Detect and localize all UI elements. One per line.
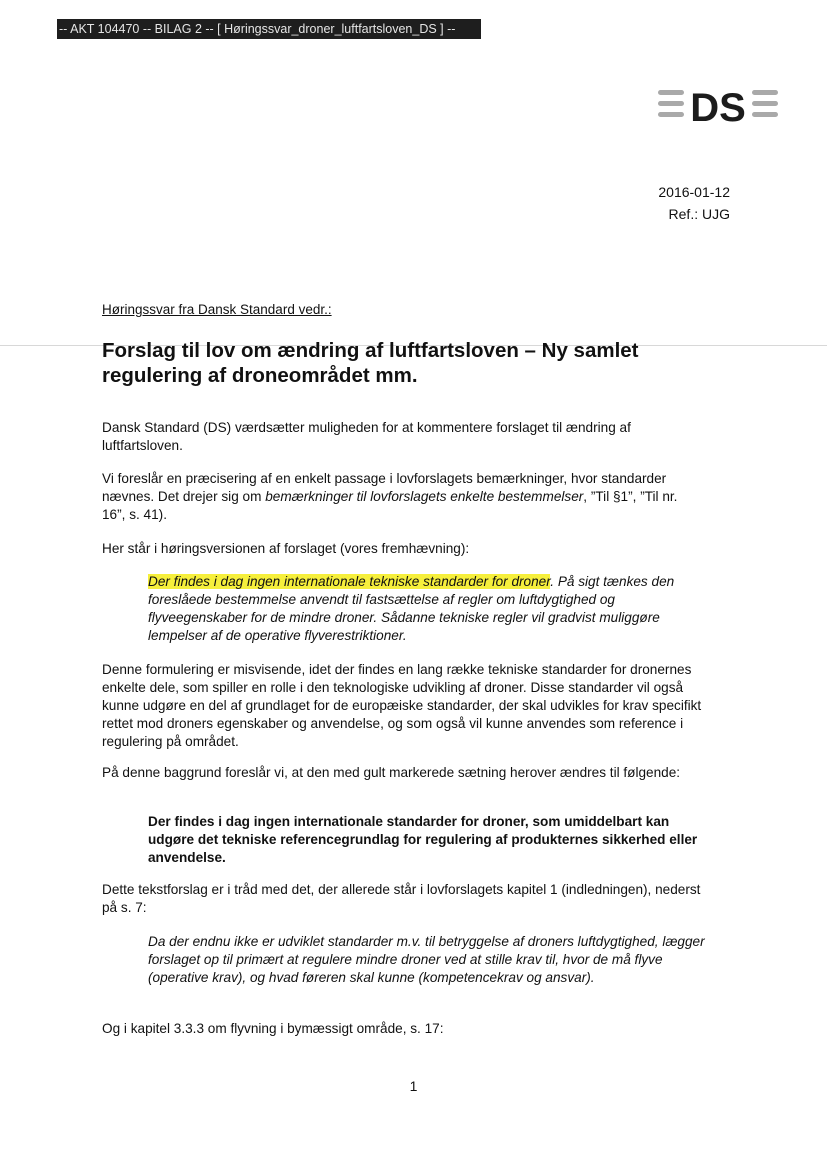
quote-chapter-1: Da der endnu ikke er udviklet standarder m.v. til betryggelse af droners luftdygtighed, lægger forslaget op til primært at regulere mindre droner ved at stille krav til, hvor de må flyve (operative krav), og hvad føreren skal kunne (kompetencekrav og ansvar). [148, 934, 705, 985]
wave-right-icon [752, 90, 778, 117]
letter-date: 2016-01-12 [658, 184, 730, 200]
paragraph-intro: Dansk Standard (DS) værdsætter muligheden for at kommentere forslaget til ændring af luftfartsloven. [102, 420, 631, 453]
highlighted-sentence: Der findes i dag ingen internationale tekniske standarder for droner [148, 574, 551, 589]
paragraph-critique: Denne formulering er misvisende, idet der findes en lang række tekniske standarder for dronernes enkelte dele, som spiller en rolle i den teknologiske udvikling af droner. Disse standarder vil også kunne udgøre en del af grundlaget for de europæiske standarder, der skal udvikles for krav specifikt rettet mod droners egenskaber og anvendelse, og som også vil kunne anvendes som reference i regulering på området. [102, 662, 702, 749]
paragraph-hearing: Her står i høringsversionen af forslaget (vores fremhævning): [102, 541, 470, 556]
paragraph-italic-text: bemærkninger til lovforslagets enkelte bestemmelser [265, 489, 584, 504]
paragraph-text: Vi foreslår en præcisering af en enkelt passage i lovforslagets bemærkninger, hvor standarder nævnes. Det drejer sig om [102, 471, 667, 504]
page-number: 1 [409, 1078, 418, 1094]
ds-logo-text: DS [690, 86, 746, 124]
paragraph-chapter-3: Og i kapitel 3.3.3 om flyvning i bymæssigt område, s. 17: [102, 1021, 444, 1036]
page-title: Forslag til lov om ændring af luftfartsloven – Ny samlet regulering af droneområdet mm. [102, 339, 639, 387]
date-block [658, 181, 730, 225]
wave-left-icon [658, 90, 684, 117]
quote-hearing-version [148, 573, 708, 645]
paragraph-proposal [102, 470, 702, 524]
ds-logo [656, 84, 780, 124]
paragraph-suggestion: På denne baggrund foreslår vi, at den med gult markerede sætning herover ændres til følgende: [102, 765, 681, 780]
paragraph-text-end: , ”Til §1”, ”Til nr. 16”, s. 41). [102, 489, 678, 522]
paragraph-alignment: Dette tekstforslag er i tråd med det, der allerede står i lovforslagets kapitel 1 (indledningen), nederst på s. 7: [102, 882, 701, 915]
reference: Ref.: UJG [668, 206, 730, 222]
quote-rest: . På sigt tænkes den foreslåede bestemmelse anvendt til fastsættelse af regler om luftdygtighed og flyveegenskaber for de mindre droner. Sådanne tekniske regler vil gradvist muliggøre lempelser af de operative flyverestriktioner. [148, 574, 675, 643]
quote-suggested-text: Der findes i dag ingen internationale standarder for droner, som umiddelbart kan udgøre det tekniske referencegrundlag for regulering af produkternes sikkerhed eller anvendelse. [148, 814, 698, 865]
document-stamp: -- AKT 104470 -- BILAG 2 -- [ Høringssvar_droner_luftfartsloven_DS ] -- [57, 19, 481, 39]
subject-line: Høringssvar fra Dansk Standard vedr.: [102, 302, 332, 317]
